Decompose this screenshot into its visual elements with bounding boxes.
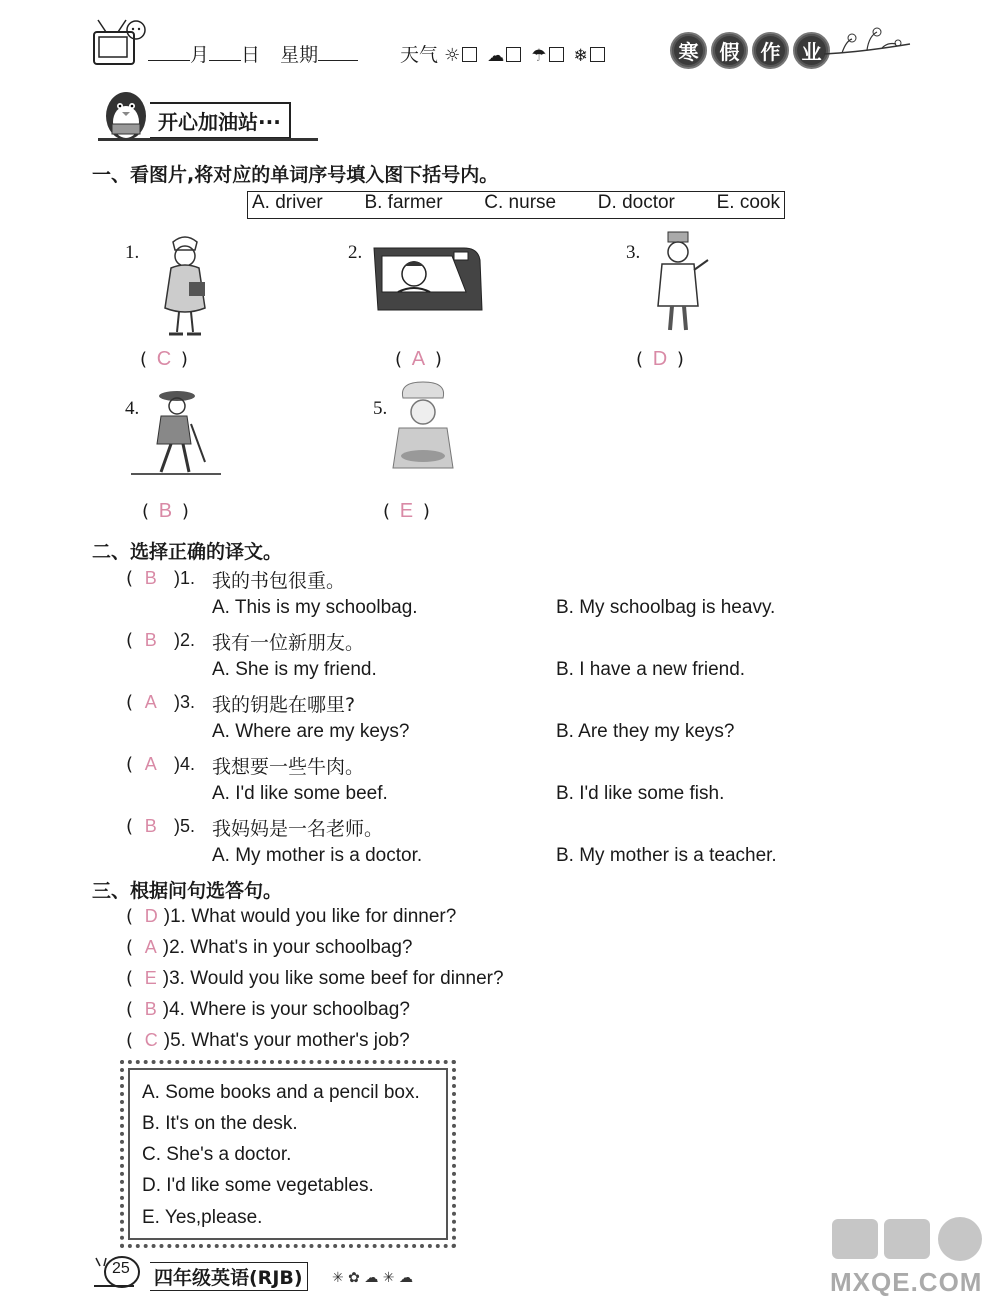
answer-blank-1[interactable]: ( C ) — [140, 348, 188, 370]
item-number: 2. — [348, 242, 363, 263]
watermark-text: MXQE.COM — [830, 1267, 983, 1297]
answer-blank[interactable]: ( B — [126, 816, 157, 837]
section1-title: 一、看图片,将对应的单词序号填入图下括号内。 — [92, 164, 499, 186]
rain-cloud-icon: ☂ — [531, 46, 547, 66]
word-option: B. farmer — [364, 192, 443, 213]
word-option: C. nurse — [484, 192, 557, 213]
answer-blank[interactable]: ( B — [126, 630, 157, 651]
match-item-3 — [126, 968, 504, 990]
item-number: )1. — [174, 568, 196, 588]
answer-blank[interactable]: ( D — [126, 906, 158, 927]
translation-item-4 — [126, 752, 826, 812]
svg-text:✳ ✿ ☁ ✳ ☁: ✳ ✿ ☁ ✳ ☁ — [332, 1270, 413, 1286]
question-text: )3. Would you like some beef for dinner? — [162, 968, 504, 989]
penguin-mascot-icon — [98, 84, 156, 144]
word-option: A. driver — [252, 192, 323, 213]
answer-options-box — [120, 1060, 456, 1248]
translation-item-5 — [126, 814, 826, 874]
date-line: 月 日 星期 — [148, 40, 358, 67]
stamp-char: 作 — [752, 32, 789, 69]
match-item-1 — [126, 906, 456, 928]
option-b[interactable]: B. I have a new friend. — [556, 659, 746, 680]
question-text: 我的书包很重。 — [212, 570, 346, 592]
weather-checkbox[interactable] — [462, 47, 477, 62]
option-b[interactable]: B. My schoolbag is heavy. — [556, 597, 776, 618]
question-text: )2. What's in your schoolbag? — [162, 937, 413, 958]
translation-item-1 — [126, 566, 826, 626]
option-b[interactable]: B. I'd like some fish. — [556, 783, 725, 804]
watermark-logo — [830, 1215, 995, 1300]
item-number: )2. — [174, 630, 196, 650]
sun-icon: ☼ — [444, 45, 461, 66]
question-text: 我有一位新朋友。 — [212, 632, 365, 654]
answer-blank[interactable]: ( C — [126, 1030, 158, 1051]
item-number: 1. — [125, 242, 140, 263]
option-a[interactable]: A. I'd like some beef. — [212, 783, 388, 804]
weather-line: 天气 ☼ ☁ ☂ ❄ — [400, 40, 605, 67]
watermark-badge-icon — [830, 1215, 995, 1265]
banner-underline — [98, 138, 318, 141]
item-number: 5. — [373, 398, 388, 419]
option-a[interactable]: A. She is my friend. — [212, 659, 377, 680]
match-item-5 — [126, 1030, 410, 1052]
section2-title: 二、选择正确的译文。 — [92, 541, 283, 563]
footer-label: 四年级英语(RJB) — [150, 1262, 308, 1291]
translation-item-3 — [126, 690, 826, 750]
answer-blank[interactable]: ( E — [126, 968, 157, 989]
item-number: 3. — [626, 242, 641, 263]
option-a[interactable]: A. This is my schoolbag. — [212, 597, 418, 618]
match-item-4 — [126, 999, 410, 1021]
option-a[interactable]: A. Where are my keys? — [212, 721, 410, 742]
word-option: E. cook — [716, 192, 780, 213]
answer-option-b: B. It's on the desk. — [142, 1113, 298, 1134]
answer-option-e: E. Yes,please. — [142, 1207, 263, 1228]
item-number: )5. — [174, 816, 196, 836]
question-text: )4. Where is your schoolbag? — [162, 999, 410, 1020]
answer-blank[interactable]: ( A — [126, 754, 157, 775]
stamp-char: 假 — [711, 32, 748, 69]
weather-checkbox[interactable] — [590, 47, 605, 62]
page-number-badge — [92, 1254, 142, 1290]
snow-cloud-icon: ❄ — [573, 46, 588, 66]
word-bank — [247, 191, 785, 219]
answer-blank-5[interactable]: ( E ) — [383, 500, 430, 522]
section3-title: 三、根据问句选答句。 — [92, 880, 283, 902]
question-text: )1. What would you like for dinner? — [163, 906, 457, 927]
option-b[interactable]: B. My mother is a teacher. — [556, 845, 777, 866]
question-text: )5. What's your mother's job? — [163, 1030, 410, 1051]
question-text: 我想要一些牛肉。 — [212, 756, 365, 778]
weather-checkbox[interactable] — [549, 47, 564, 62]
option-a[interactable]: A. My mother is a doctor. — [212, 845, 423, 866]
farmer-illustration — [131, 384, 221, 484]
answer-blank-3[interactable]: ( D ) — [636, 348, 684, 370]
option-b[interactable]: B. Are they my keys? — [556, 721, 735, 742]
stamp-char: 寒 — [670, 32, 707, 69]
answer-option-a: A. Some books and a pencil box. — [142, 1082, 420, 1103]
answer-blank-4[interactable]: ( B ) — [142, 500, 189, 522]
page-number: 25 — [112, 1260, 130, 1277]
answer-option-c: C. She's a doctor. — [142, 1144, 292, 1165]
translation-item-2 — [126, 628, 826, 688]
banner-title: 开心加油站··· — [150, 102, 291, 139]
tv-mascot-icon — [86, 14, 148, 70]
decorative-flowers-icon — [330, 1260, 460, 1290]
flower-branch-icon — [822, 24, 912, 64]
winter-homework-stamp — [670, 32, 830, 69]
nurse-illustration — [145, 230, 225, 340]
answer-blank[interactable]: ( B — [126, 999, 157, 1020]
answer-blank-2[interactable]: ( A ) — [395, 348, 442, 370]
word-option: D. doctor — [597, 192, 675, 213]
answer-blank[interactable]: ( B — [126, 568, 157, 589]
cook-illustration — [383, 380, 463, 480]
item-number: )3. — [174, 692, 196, 712]
cloud-icon: ☁ — [487, 46, 505, 66]
doctor-illustration — [640, 230, 720, 340]
question-text: 我的钥匙在哪里? — [212, 694, 356, 716]
answer-blank[interactable]: ( A — [126, 937, 157, 958]
weather-checkbox[interactable] — [506, 47, 521, 62]
answer-option-d: D. I'd like some vegetables. — [142, 1175, 374, 1196]
item-number: 4. — [125, 398, 140, 419]
question-text: 我妈妈是一名老师。 — [212, 818, 384, 840]
item-number: )4. — [174, 754, 196, 774]
answer-blank[interactable]: ( A — [126, 692, 157, 713]
stamp-char: 业 — [793, 32, 830, 69]
match-item-2 — [126, 937, 412, 959]
driver-illustration — [368, 240, 488, 320]
